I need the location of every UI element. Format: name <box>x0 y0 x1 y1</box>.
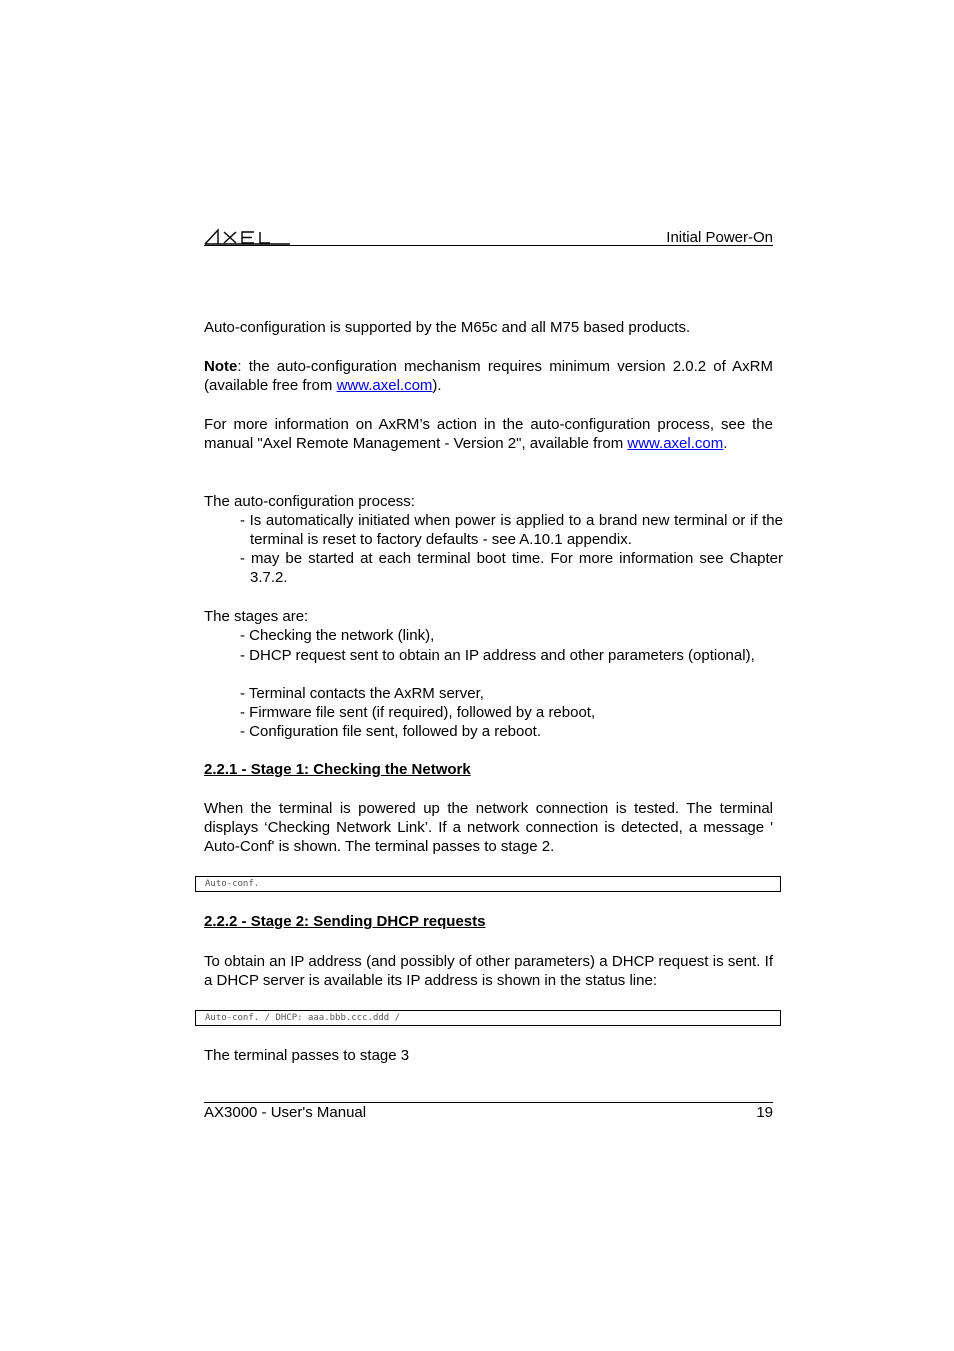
more-info-end: . <box>723 435 728 453</box>
section-2-heading: 2.2.2 - Stage 2: Sending DHCP requests <box>204 913 486 930</box>
status-line-dhcp: Auto-conf. / DHCP: aaa.bbb.ccc.ddd / <box>195 1010 781 1026</box>
note-text-end: ). <box>432 377 442 395</box>
stages-title: The stages are: <box>204 608 309 625</box>
stage-item: - Firmware file sent (if required), followed by a reboot, <box>240 704 596 721</box>
section-1-heading: 2.2.1 - Stage 1: Checking the Network <box>204 761 471 778</box>
status-line-auto-conf: Auto-conf. <box>195 876 781 892</box>
footer-divider <box>204 1102 773 1103</box>
note-label: Note <box>204 358 238 375</box>
header-section-title: Initial Power-On <box>666 229 773 246</box>
more-info-text: For more information on AxRM’s action in the auto-configuration process, see the manual "Axel Remote Management - Version 2", available from <box>204 416 773 453</box>
stage-item: - DHCP request sent to obtain an IP address and other parameters (optional), <box>240 647 755 664</box>
more-info-axel-link[interactable]: www.axel.com <box>627 435 724 453</box>
more-info-paragraph <box>204 415 773 453</box>
section-2-text: To obtain an IP address (and possibly of other parameters) a DHCP request is sent. If a DHCP server is available its IP address is shown in the status line: <box>204 953 773 990</box>
note-text: : the auto-configuration mechanism requires minimum version 2.0.2 of AxRM (available free from <box>204 358 773 395</box>
stage-item: - Checking the network (link), <box>240 627 435 644</box>
section-2-after: The terminal passes to stage 3 <box>204 1047 410 1064</box>
note-axel-link[interactable]: www.axel.com <box>336 377 433 395</box>
axel-logo <box>204 226 290 246</box>
process-title: The auto-configuration process: <box>204 493 415 510</box>
note-paragraph <box>204 357 773 395</box>
stage-item: - Terminal contacts the AxRM server, <box>240 685 484 702</box>
process-item: - may be started at each terminal boot time. For more information see Chapter 3.7.2. <box>240 550 783 587</box>
page-number: 19 <box>756 1104 773 1121</box>
header-divider <box>204 245 773 246</box>
process-item: - Is automatically initiated when power is applied to a brand new terminal or if the terminal is reset to factory defaults - see A.10.1 appendix. <box>240 512 783 549</box>
stage-item: - Configuration file sent, followed by a reboot. <box>240 723 542 740</box>
intro-paragraph: Auto-configuration is supported by the M65c and all M75 based products. <box>204 319 691 336</box>
footer-manual-title: AX3000 - User's Manual <box>204 1104 367 1121</box>
section-1-text: When the terminal is powered up the network connection is tested. The terminal displays ‘Checking Network Link’. If a network connection is detected, a message ' Auto-Conf' is shown. The terminal passes to stage 2. <box>204 800 773 856</box>
